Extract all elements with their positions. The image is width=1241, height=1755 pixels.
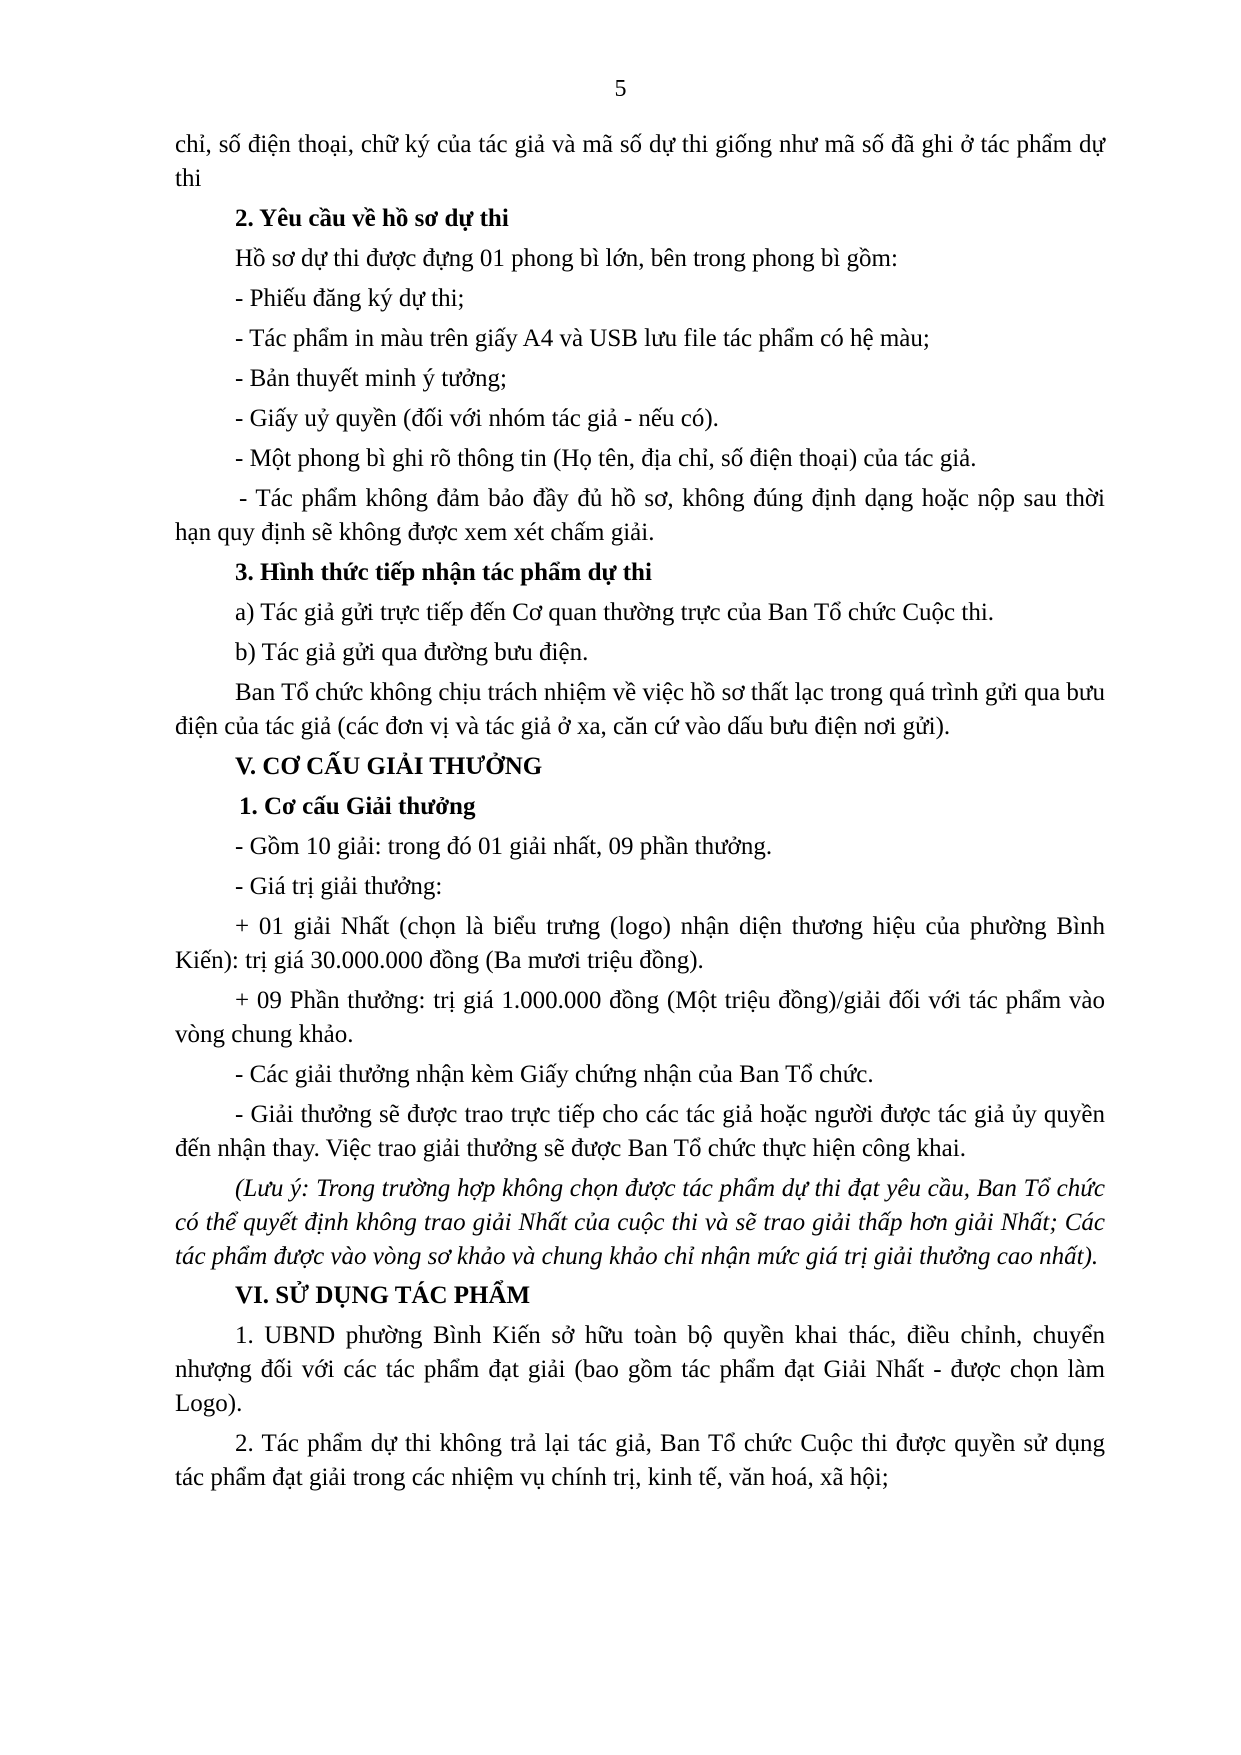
section-heading: 3. Hình thức tiếp nhận tác phẩm dự thi — [235, 559, 652, 586]
list-item: + 09 Phần thưởng: trị giá 1.000.000 đồng (Một triệu đồng)/giải đối với tác phẩm vào vòng chung khảo. — [175, 987, 1105, 1048]
chapter-heading: VI. SỬ DỤNG TÁC PHẨM — [235, 1282, 531, 1309]
list-item: - Giá trị giải thưởng: — [235, 873, 443, 900]
paragraph: Ban Tổ chức không chịu trách nhiệm về việc hồ sơ thất lạc trong quá trình gửi qua bưu điện của tác giả (các đơn vị và tác giả ở xa, căn cứ vào dấu bưu điện nơi gửi). — [175, 679, 1105, 740]
paragraph: chỉ, số điện thoại, chữ ký của tác giả và mã số dự thi giống như mã số đã ghi ở tác phẩm dự thi — [175, 131, 1105, 192]
list-item: - Giải thưởng sẽ được trao trực tiếp cho các tác giả hoặc người được tác giả ủy quyền đến nhận thay. Việc trao giải thưởng sẽ được Ban Tổ chức thực hiện công khai. — [175, 1101, 1105, 1162]
paragraph: 2. Tác phẩm dự thi không trả lại tác giả, Ban Tổ chức Cuộc thi được quyền sử dụng tác phẩm đạt giải trong các nhiệm vụ chính trị, kinh tế, văn hoá, xã hội; — [175, 1430, 1105, 1491]
list-item: a) Tác giả gửi trực tiếp đến Cơ quan thường trực của Ban Tổ chức Cuộc thi. — [235, 599, 995, 626]
note-paragraph: (Lưu ý: Trong trường hợp không chọn được tác phẩm dự thi đạt yêu cầu, Ban Tổ chức có thể quyết định không trao giải Nhất của cuộc thi và sẽ trao giải thấp hơn giải Nhất; Các tác phẩm được vào vòng sơ khảo và chung khảo chỉ nhận mức giá trị giải thưởng cao nhất). — [175, 1175, 1105, 1270]
page-number: 5 — [614, 76, 627, 102]
list-item: b) Tác giả gửi qua đường bưu điện. — [235, 639, 589, 666]
list-item: - Bản thuyết minh ý tưởng; — [235, 365, 507, 392]
list-item: - Một phong bì ghi rõ thông tin (Họ tên, địa chỉ, số điện thoại) của tác giả. — [235, 445, 977, 472]
section-heading: 2. Yêu cầu về hồ sơ dự thi — [235, 205, 509, 232]
list-item: - Gồm 10 giải: trong đó 01 giải nhất, 09 phần thưởng. — [235, 833, 773, 860]
list-item: - Phiếu đăng ký dự thi; — [235, 285, 465, 312]
chapter-heading: V. CƠ CẤU GIẢI THƯỞNG — [235, 753, 543, 780]
list-item: - Các giải thưởng nhận kèm Giấy chứng nhận của Ban Tổ chức. — [235, 1061, 874, 1088]
list-item: + 01 giải Nhất (chọn là biểu trưng (logo) nhận diện thương hiệu của phường Bình Kiến): trị giá 30.000.000 đồng (Ba mươi triệu đồng). — [175, 913, 1105, 974]
paragraph: 1. UBND phường Bình Kiến sở hữu toàn bộ quyền khai thác, điều chỉnh, chuyển nhượng đối với các tác phẩm đạt giải (bao gồm tác phẩm đạt Giải Nhất - được chọn làm Logo). — [175, 1322, 1105, 1417]
section-heading: 1. Cơ cấu Giải thưởng — [239, 793, 476, 820]
paragraph: Hồ sơ dự thi được đựng 01 phong bì lớn, bên trong phong bì gồm: — [235, 245, 898, 272]
list-item: - Tác phẩm không đảm bảo đầy đủ hồ sơ, không đúng định dạng hoặc nộp sau thời hạn quy định sẽ không được xem xét chấm giải. — [175, 485, 1105, 546]
document-body — [175, 128, 1105, 1495]
list-item: - Tác phẩm in màu trên giấy A4 và USB lưu file tác phẩm có hệ màu; — [235, 325, 930, 352]
list-item: - Giấy uỷ quyền (đối với nhóm tác giả - nếu có). — [235, 405, 719, 432]
